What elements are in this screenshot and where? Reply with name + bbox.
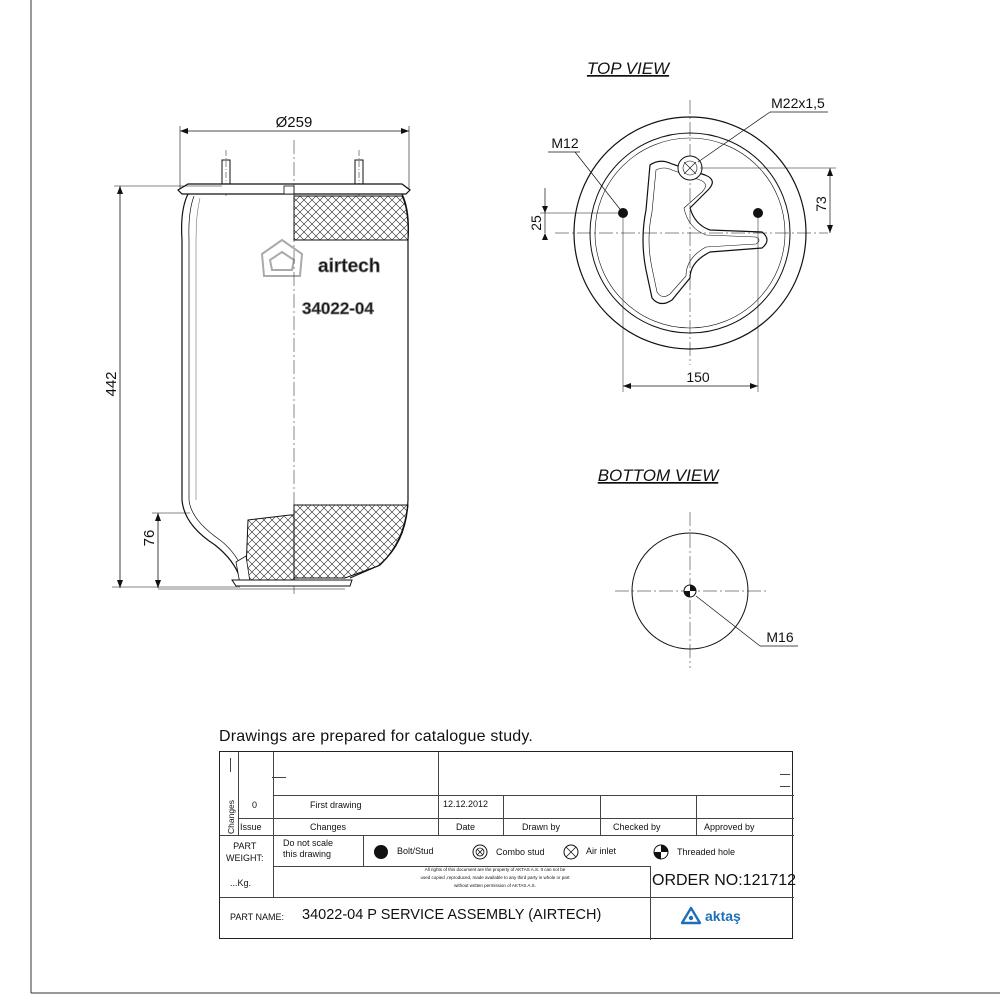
do-not-scale-note: Do not scale this drawing	[283, 838, 334, 859]
weight-value: ...Kg.	[230, 878, 252, 888]
header-approved-by: Approved by	[704, 822, 755, 832]
air-inlet-icon	[563, 844, 579, 860]
height-label: 442	[103, 371, 120, 397]
legend-air-inlet: Air inlet	[586, 846, 617, 856]
stud-spacing-label: 150	[686, 369, 710, 385]
lower-height-label: 76	[141, 529, 158, 547]
offset-label: 25	[528, 215, 544, 231]
header-drawn-by: Drawn by	[522, 822, 561, 832]
header-changes: Changes	[310, 822, 347, 832]
diameter-label: Ø259	[275, 114, 313, 131]
airtech-logo	[262, 240, 302, 276]
part-name: 34022-04 P SERVICE ASSEMBLY (AIRTECH)	[302, 907, 602, 923]
rights-line-1: All rights of this document are the property of AKTAS A.S. It can not be	[424, 867, 566, 872]
bolt-stud-icon	[374, 845, 388, 859]
side-view	[103, 114, 410, 595]
bottom-view-title: BOTTOM VIEW	[597, 466, 719, 485]
header-date: Date	[456, 822, 476, 832]
part-weight-label: PART WEIGHT:	[226, 841, 264, 863]
header-checked-by: Checked by	[613, 822, 661, 832]
part-code-text: 34022-04	[302, 299, 374, 318]
revision-issue: 0	[252, 800, 258, 810]
combo-stud-icon	[472, 844, 488, 860]
order-number: ORDER NO:121712	[652, 872, 797, 889]
thread-label: M22x1,5	[771, 95, 825, 111]
inlet-offset-label: 73	[813, 196, 829, 212]
top-view-title: TOP VIEW	[586, 59, 670, 78]
revision-change: First drawing	[310, 800, 362, 810]
changes-vertical-label: Changes	[226, 799, 236, 834]
aktas-logo-icon	[680, 906, 702, 926]
threaded-hole-icon	[653, 844, 669, 860]
header-issue: Issue	[240, 822, 262, 832]
legend-combo-stud: Combo stud	[496, 847, 545, 857]
stud-label: M12	[551, 135, 579, 151]
stud-hole-right	[753, 208, 763, 218]
legend-bolt-stud: Bolt/Stud	[397, 846, 434, 856]
bottom-thread-label: M16	[766, 629, 794, 645]
rights-notice	[370, 866, 620, 890]
top-view	[528, 59, 836, 392]
catalogue-note: Drawings are prepared for catalogue study.	[219, 728, 534, 745]
bottom-view	[598, 466, 798, 668]
legend-threaded-hole: Threaded hole	[677, 847, 736, 857]
revision-date: 12.12.2012	[443, 799, 489, 809]
title-block	[219, 751, 797, 939]
rights-line-3: without written permission of AKTAS A.S.	[454, 883, 536, 888]
tri-lobe-plate	[643, 161, 767, 303]
part-name-label: PART NAME:	[230, 912, 285, 922]
company-name: aktaş	[705, 908, 741, 924]
rights-line-2: used copied ,reproduced, made available to any third party in whole or part	[420, 875, 570, 880]
brand-text: airtech	[318, 256, 381, 277]
